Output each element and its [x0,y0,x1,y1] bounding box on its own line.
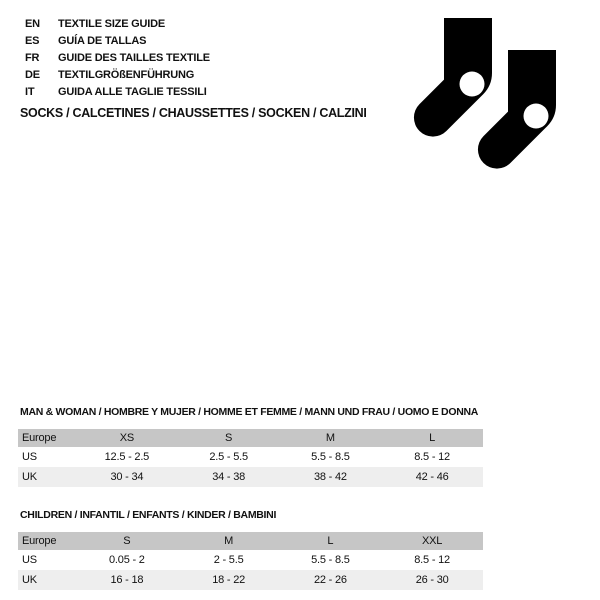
size-cell: 8.5 - 12 [414,554,450,566]
region-cell: US [22,554,37,566]
col-header-l: L [327,535,334,547]
size-table-man-woman [18,429,483,487]
language-code: ES [25,34,40,47]
language-label: TEXTILE SIZE GUIDE [58,17,166,30]
table-row-us [18,447,483,467]
language-row-de [25,66,210,83]
language-label: GUIDE DES TAILLES TEXTILE [58,51,210,64]
col-header-s: S [225,432,233,444]
col-header-xs: XS [119,432,135,444]
col-header-xxl: XXL [422,535,443,547]
language-row-en [25,15,210,32]
category-title: SOCKS / CALCETINES / CHAUSSETTES / SOCKEN / CALZINI [20,106,367,120]
language-code: IT [25,85,35,98]
language-label: TEXTILGRÖßENFÜHRUNG [58,68,195,81]
col-header-m: M [224,535,234,547]
language-code: FR [25,51,40,64]
size-cell: 2.5 - 5.5 [209,451,248,463]
table-header-row [18,532,483,550]
size-cell: 5.5 - 8.5 [311,554,350,566]
language-row-es [25,32,210,49]
table-header-row [18,429,483,447]
language-list [25,15,210,100]
col-header-m: M [325,432,335,444]
size-cell: 22 - 26 [313,574,347,586]
size-cell: 12.5 - 2.5 [104,451,150,463]
col-header-europe: Europe [22,432,57,444]
size-cell: 26 - 30 [415,574,449,586]
size-cell: 30 - 34 [110,471,144,483]
table-row-uk [18,467,483,487]
size-cell: 0.05 - 2 [109,554,145,566]
language-label: GUÍA DE TALLAS [58,34,147,47]
socks-icon [400,10,590,185]
col-header-s: S [123,535,131,547]
table-row-uk [18,570,483,590]
size-cell: 16 - 18 [110,574,144,586]
size-cell: 42 - 46 [415,471,449,483]
region-cell: UK [22,471,37,483]
size-cell: 5.5 - 8.5 [311,451,350,463]
col-header-europe: Europe [22,535,57,547]
size-cell: 8.5 - 12 [414,451,450,463]
size-cell: 34 - 38 [212,471,246,483]
table-row-us [18,550,483,570]
region-cell: US [22,451,37,463]
language-label: GUIDA ALLE TAGLIE TESSILI [58,85,207,98]
table-title-children: CHILDREN / INFANTIL / ENFANTS / KINDER / BAMBINI [20,509,277,521]
language-row-it [25,83,210,100]
language-code: EN [25,17,40,30]
col-header-l: L [429,432,436,444]
language-row-fr [25,49,210,66]
size-cell: 18 - 22 [212,574,246,586]
size-cell: 2 - 5.5 [213,554,244,566]
size-cell: 38 - 42 [313,471,347,483]
region-cell: UK [22,574,37,586]
size-table-children [18,532,483,590]
language-code: DE [25,68,40,81]
sock-left [414,18,492,137]
table-title-man-woman: MAN & WOMAN / HOMBRE Y MUJER / HOMME ET FEMME / MANN UND FRAU / UOMO E DONNA [20,406,479,418]
